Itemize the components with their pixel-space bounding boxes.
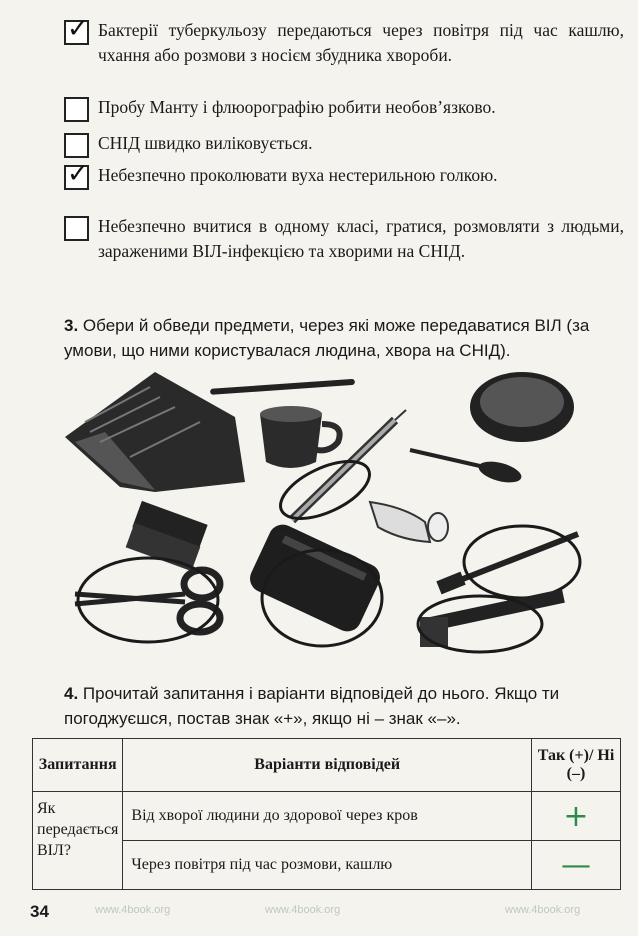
bowl-icon[interactable]: [470, 372, 574, 442]
checklist-item: [64, 95, 624, 120]
task-text: Обери й обведи предмети, через які може передаватися ВІЛ (за умови, що ними користувалася людина, хвора на СНІД).: [64, 316, 590, 360]
checkbox[interactable]: [64, 159, 89, 190]
plus-mark[interactable]: +: [532, 792, 621, 841]
answer-cell: Через повітря під час розмови, кашлю: [123, 841, 532, 890]
checklist-item: [64, 214, 624, 264]
page-number: 34: [30, 902, 49, 921]
task-3: [64, 313, 622, 363]
table-header-row: [33, 739, 621, 792]
cup-icon[interactable]: [260, 406, 340, 468]
answer-cell: Від хворої людини до здорової через кров: [123, 792, 532, 841]
check-mark-icon: ✓: [67, 14, 89, 44]
checklist-item-text: СНІД швидко виліковується.: [98, 133, 313, 153]
spoon-icon[interactable]: [410, 450, 524, 486]
header-yesno: Так (+)/ Ні (–): [532, 739, 621, 792]
task-4: [64, 681, 622, 731]
checklist-item: [64, 159, 624, 189]
checkbox[interactable]: [64, 216, 89, 241]
wallet-icon[interactable]: [245, 520, 384, 646]
header-answers: Варіанти відповідей: [123, 739, 532, 792]
watermark: www.4book.org: [95, 904, 171, 916]
check-mark-icon: ✓: [67, 159, 89, 189]
checklist-item-text: Небезпечно проколювати вуха нестерильною голкою.: [98, 165, 498, 185]
checklist-item-text: Пробу Манту і флюорографію робити необов’язково.: [98, 97, 496, 117]
task-number: 3.: [64, 316, 79, 335]
task-text: Прочитай запитання і варіанти відповідей до нього. Якщо ти погоджуєшся, постав знак «+», якщо ні – знак «–».: [64, 684, 560, 728]
checklist-item-text: Бактерії туберкульозу передаються через повітря під час кашлю, чхання або розмови з носієм збудника хвороби.: [98, 20, 624, 65]
scissors-icon[interactable]: [75, 558, 220, 642]
toothbrush-icon[interactable]: [436, 526, 580, 598]
checkbox[interactable]: [64, 133, 89, 158]
watermark: www.4book.org: [265, 904, 341, 916]
answers-table: [32, 738, 621, 890]
table-row: [33, 792, 621, 841]
task-number: 4.: [64, 684, 79, 703]
checklist-item: [64, 14, 624, 68]
minus-mark[interactable]: —: [532, 841, 621, 890]
checklist-item-text: Небезпечно вчитися в одному класі, гратися, розмовляти з людьми, зараженими ВІЛ-інфекцією та хворими на СНІД.: [98, 216, 624, 261]
header-question: Запитання: [33, 739, 123, 792]
toothpaste-icon[interactable]: [370, 502, 448, 542]
shaving-razor-icon[interactable]: [418, 589, 565, 652]
illustration-objects: [60, 362, 590, 662]
checkbox[interactable]: [64, 14, 89, 45]
checkbox[interactable]: [64, 97, 89, 122]
watermark: www.4book.org: [505, 904, 581, 916]
question-cell: Як передається ВІЛ?: [33, 792, 123, 890]
checklist-item: [64, 131, 624, 156]
pen-icon[interactable]: [210, 379, 355, 395]
